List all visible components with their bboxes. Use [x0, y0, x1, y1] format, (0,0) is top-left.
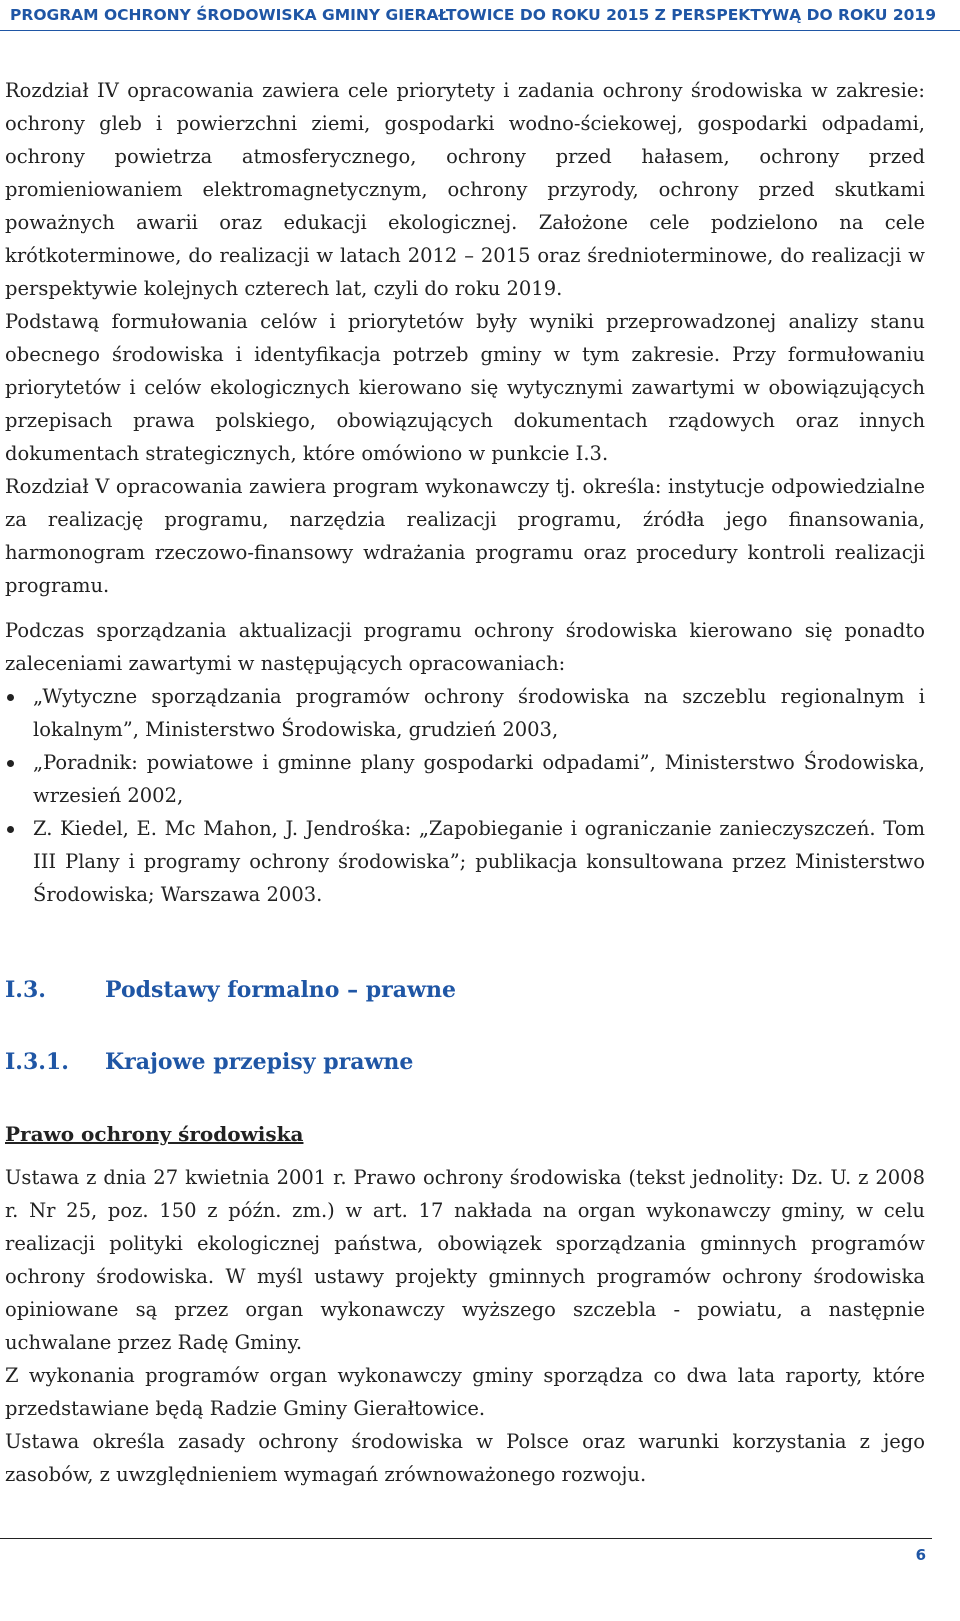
page-header — [0, 0, 960, 31]
sources-list — [5, 680, 925, 911]
paragraph-act-2001: Ustawa z dnia 27 kwietnia 2001 r. Prawo ochrony środowiska (tekst jednolity: Dz. U. z 2008 r. Nr 25, poz. 150 z późn. zm.) w art. 17 nakłada na organ wykonawczy gminy, w celu realizacji polityki ekologicznej państwa, obowiązek sporządzania gminnych programów ochrony środowiska. W myśl ustawy projekty gminnych programów ochrony środowiska opiniowane są przez organ wykonawczy wyższego szczebla - powiatu, a następnie uchwalane przez Radę Gminy. — [5, 1166, 925, 1354]
bullet-icon — [7, 826, 14, 833]
paragraph-chapter-v: Rozdział V opracowania zawiera program wykonawczy tj. określa: instytucje odpowiedzialne za realizację programu, narzędzia realizacji programu, źródła jego finansowania, harmonogram rzeczowo-finansowy wdrażania programu oraz procedury kontroli realizacji programu. — [5, 475, 925, 597]
list-item — [5, 812, 925, 911]
paragraph-priorities-basis: Podstawą formułowania celów i priorytetów były wyniki przeprowadzonej analizy stanu obecnego środowiska i identyfikacja potrzeb gminy w tym zakresie. Przy formułowaniu priorytetów i celów ekologicznych kierowano się wytycznymi zawartymi w obowiązujących przepisach prawa polskiego, obowiązujących dokumentach rządowych oraz innych dokumentach strategicznych, które omówiono w punkcie I.3. — [5, 310, 925, 465]
section-title: Podstawy formalno – prawne — [105, 977, 456, 1003]
bullet-icon — [7, 760, 14, 767]
paragraph-recommendations-intro: Podczas sporządzania aktualizacji programu ochrony środowiska kierowano się ponadto zaleceniami zawartymi w następujących opracowaniach: — [5, 619, 925, 675]
list-item-text: Z. Kiedel, E. Mc Mahon, J. Jendrośka: „Zapobieganie i ograniczanie zanieczyszczeń. Tom III Plany i programy ochrony środowiska”; publikacja konsultowana przez Ministerstwo Środowiska; Warszawa 2003. — [33, 817, 925, 906]
section-number: I.3. — [5, 977, 46, 1003]
section-heading-national-law — [5, 1047, 925, 1077]
paragraph-reports: Z wykonania programów organ wykonawczy gminy sporządza co dwa lata raporty, które przedstawiane będą Radzie Gminy Gierałtowice. — [5, 1364, 925, 1420]
page-number: 6 — [915, 1546, 926, 1564]
footer-divider — [0, 1538, 932, 1539]
section-number: I.3.1. — [5, 1049, 69, 1075]
list-item — [5, 746, 925, 812]
subsection-heading: Prawo ochrony środowiska — [5, 1122, 304, 1146]
paragraph-chapter-iv: Rozdział IV opracowania zawiera cele priorytety i zadania ochrony środowiska w zakresie: ochrony gleb i powierzchni ziemi, gospodarki wodno-ściekowej, gospodarki odpadami, ochrony powietrza atmosferycznego, ochrony przed hałasem, ochrony przed promieniowaniem elektromagnetycznym, ochrony przyrody, ochrony przed skutkami poważnych awarii oraz edukacji ekologicznej. Założone cele podzielono na cele krótkoterminowe, do realizacji w latach 2012 – 2015 oraz średnioterminowe, do realizacji w perspektywie kolejnych czterech lat, czyli do roku 2019. — [5, 79, 925, 300]
page-content — [5, 74, 925, 1491]
section-title: Krajowe przepisy prawne — [105, 1049, 414, 1075]
section-heading-legal-basis — [5, 975, 925, 1005]
bullet-icon — [7, 694, 14, 701]
paragraph-act-scope: Ustawa określa zasady ochrony środowiska w Polsce oraz warunki korzystania z jego zasobów, z uwzględnieniem wymagań zrównoważonego rozwoju. — [5, 1430, 925, 1486]
document-title: PROGRAM OCHRONY ŚRODOWISKA GMINY GIERAŁTOWICE DO ROKU 2015 Z PERSPEKTYWĄ DO ROKU 2019 — [10, 6, 936, 24]
list-item — [5, 680, 925, 746]
list-item-text: „Poradnik: powiatowe i gminne plany gospodarki odpadami”, Ministerstwo Środowiska, wrzesień 2002, — [33, 751, 925, 807]
list-item-text: „Wytyczne sporządzania programów ochrony środowiska na szczeblu regionalnym i lokalnym”, Ministerstwo Środowiska, grudzień 2003, — [33, 685, 925, 741]
